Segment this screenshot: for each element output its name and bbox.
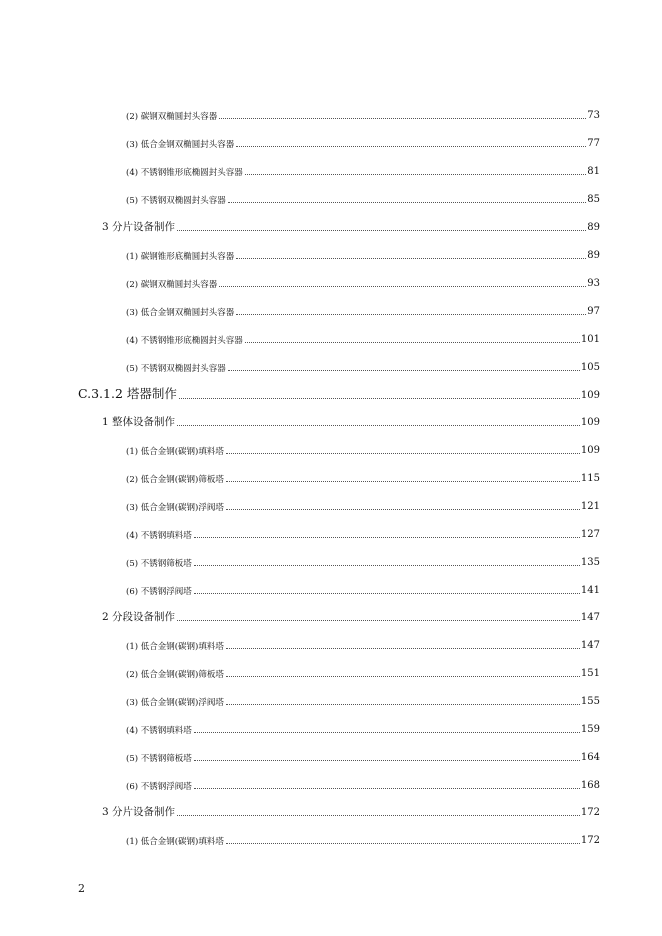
leader-dots — [226, 843, 580, 844]
leader-dots — [177, 230, 586, 231]
toc-entry-page: 77 — [587, 138, 600, 149]
toc-entry — [126, 307, 600, 317]
toc-entry-label: (1) 低合金钢(碳钢)填料塔 — [126, 446, 224, 457]
toc-entry — [126, 725, 600, 735]
leader-dots — [177, 815, 580, 816]
toc-section-label: 3 分片设备制作 — [102, 806, 176, 818]
toc-entry — [126, 195, 600, 205]
leader-dots — [219, 286, 586, 287]
toc-section — [102, 612, 600, 623]
toc-entry-label: (3) 低合金钢双椭圆封头容器 — [126, 139, 235, 150]
toc-entry — [126, 641, 600, 651]
leader-dots — [219, 118, 586, 119]
toc-entry-label: (4) 不锈钢填料塔 — [126, 725, 192, 736]
toc-entry-label: (1) 碳钢锥形底椭圆封头容器 — [126, 251, 235, 262]
toc-entry — [126, 363, 600, 373]
leader-dots — [194, 593, 580, 594]
toc-entry-page: 168 — [580, 780, 600, 791]
toc-entry-label: (4) 不锈钢填料塔 — [126, 530, 192, 541]
toc-entry-page: 155 — [580, 696, 600, 707]
leader-dots — [194, 537, 580, 538]
toc-section — [102, 222, 600, 233]
leader-dots — [179, 398, 580, 399]
toc-entry — [126, 586, 600, 596]
page-number: 2 — [78, 882, 85, 895]
toc-entry-page: 164 — [580, 752, 600, 763]
leader-dots — [236, 146, 586, 147]
toc-entry-label: (5) 不锈钢筛板塔 — [126, 753, 192, 764]
toc-entry-page: 147 — [580, 640, 600, 651]
toc-entry-label: (1) 低合金钢(碳钢)填料塔 — [126, 641, 224, 652]
toc-entry — [126, 111, 600, 121]
toc-entry — [126, 167, 600, 177]
leader-dots — [177, 425, 580, 426]
toc-entry — [126, 279, 600, 289]
toc-entry — [126, 446, 600, 456]
toc-entry-page: 159 — [580, 724, 600, 735]
leader-dots — [228, 202, 587, 203]
toc-entry-page: 115 — [580, 473, 600, 484]
leader-dots — [245, 174, 587, 175]
toc-section — [102, 417, 600, 428]
leader-dots — [194, 788, 580, 789]
toc-section-page: 147 — [580, 611, 600, 623]
toc-entry-label: (4) 不锈钢锥形底椭圆封头容器 — [126, 335, 243, 346]
toc-entry-page: 151 — [580, 668, 600, 679]
toc-entry — [126, 502, 600, 512]
toc-entry-page: 81 — [587, 166, 600, 177]
toc-entry-label: (2) 碳钢双椭圆封头容器 — [126, 111, 218, 122]
toc-entry-page: 73 — [587, 110, 600, 121]
toc-entry — [126, 753, 600, 763]
toc-entry-label: (5) 不锈钢筛板塔 — [126, 558, 192, 569]
toc-entry-page: 105 — [580, 362, 600, 373]
leader-dots — [194, 565, 580, 566]
toc-entry-label: (3) 低合金钢(碳钢)浮阀塔 — [126, 697, 224, 708]
toc-section-page: 109 — [580, 416, 600, 428]
toc-section-label: 2 分段设备制作 — [102, 611, 176, 623]
leader-dots — [236, 314, 586, 315]
toc-entry — [126, 335, 600, 345]
toc-entry-page: 121 — [580, 501, 600, 512]
toc-entry — [126, 697, 600, 707]
toc-entry — [126, 781, 600, 791]
toc-entry-page: 97 — [587, 306, 600, 317]
toc-section-label: 3 分片设备制作 — [102, 221, 176, 233]
toc-entry-label: (2) 低合金钢(碳钢)筛板塔 — [126, 669, 224, 680]
toc-entry — [126, 669, 600, 679]
toc-entry-label: (3) 低合金钢(碳钢)浮阀塔 — [126, 502, 224, 513]
toc-chapter — [78, 388, 600, 401]
toc-entry — [126, 139, 600, 149]
toc-entry-label: (2) 低合金钢(碳钢)筛板塔 — [126, 474, 224, 485]
leader-dots — [245, 342, 580, 343]
leader-dots — [226, 704, 580, 705]
leader-dots — [226, 676, 580, 677]
toc-chapter-label: C.3.1.2 塔器制作 — [78, 386, 177, 401]
toc-entry — [126, 474, 600, 484]
toc-entry-page: 127 — [580, 529, 600, 540]
leader-dots — [194, 732, 580, 733]
toc-entry-label: (3) 低合金钢双椭圆封头容器 — [126, 307, 235, 318]
toc-entry-page: 135 — [580, 557, 600, 568]
toc-entry-page: 89 — [587, 250, 600, 261]
toc-entry — [126, 251, 600, 261]
toc-entry-label: (6) 不锈钢浮阀塔 — [126, 586, 192, 597]
toc-entry-label: (5) 不锈钢双椭圆封头容器 — [126, 195, 226, 206]
toc-section-page: 89 — [587, 221, 600, 233]
toc-section — [102, 807, 600, 818]
leader-dots — [228, 370, 580, 371]
leader-dots — [226, 509, 580, 510]
toc-entry-page: 172 — [580, 835, 600, 846]
toc-entry-label: (6) 不锈钢浮阀塔 — [126, 781, 192, 792]
leader-dots — [194, 760, 580, 761]
toc-entry-page: 93 — [587, 278, 600, 289]
leader-dots — [236, 258, 586, 259]
leader-dots — [226, 481, 580, 482]
toc-entry-page: 109 — [580, 445, 600, 456]
toc-entry-page: 141 — [580, 585, 600, 596]
toc-entry-label: (5) 不锈钢双椭圆封头容器 — [126, 363, 226, 374]
leader-dots — [226, 648, 580, 649]
toc-section-label: 1 整体设备制作 — [102, 416, 176, 428]
toc-entry-page: 85 — [587, 194, 600, 205]
toc-chapter-page: 109 — [580, 389, 600, 401]
toc-entry — [126, 836, 600, 846]
toc-entry-page: 101 — [580, 334, 600, 345]
leader-dots — [226, 453, 580, 454]
toc-entry-label: (1) 低合金钢(碳钢)填料塔 — [126, 836, 224, 847]
toc-entry-label: (4) 不锈钢锥形底椭圆封头容器 — [126, 167, 243, 178]
leader-dots — [177, 620, 580, 621]
toc-entry — [126, 530, 600, 540]
toc-section-page: 172 — [580, 806, 600, 818]
toc-entry — [126, 558, 600, 568]
toc-entry-label: (2) 碳钢双椭圆封头容器 — [126, 279, 218, 290]
